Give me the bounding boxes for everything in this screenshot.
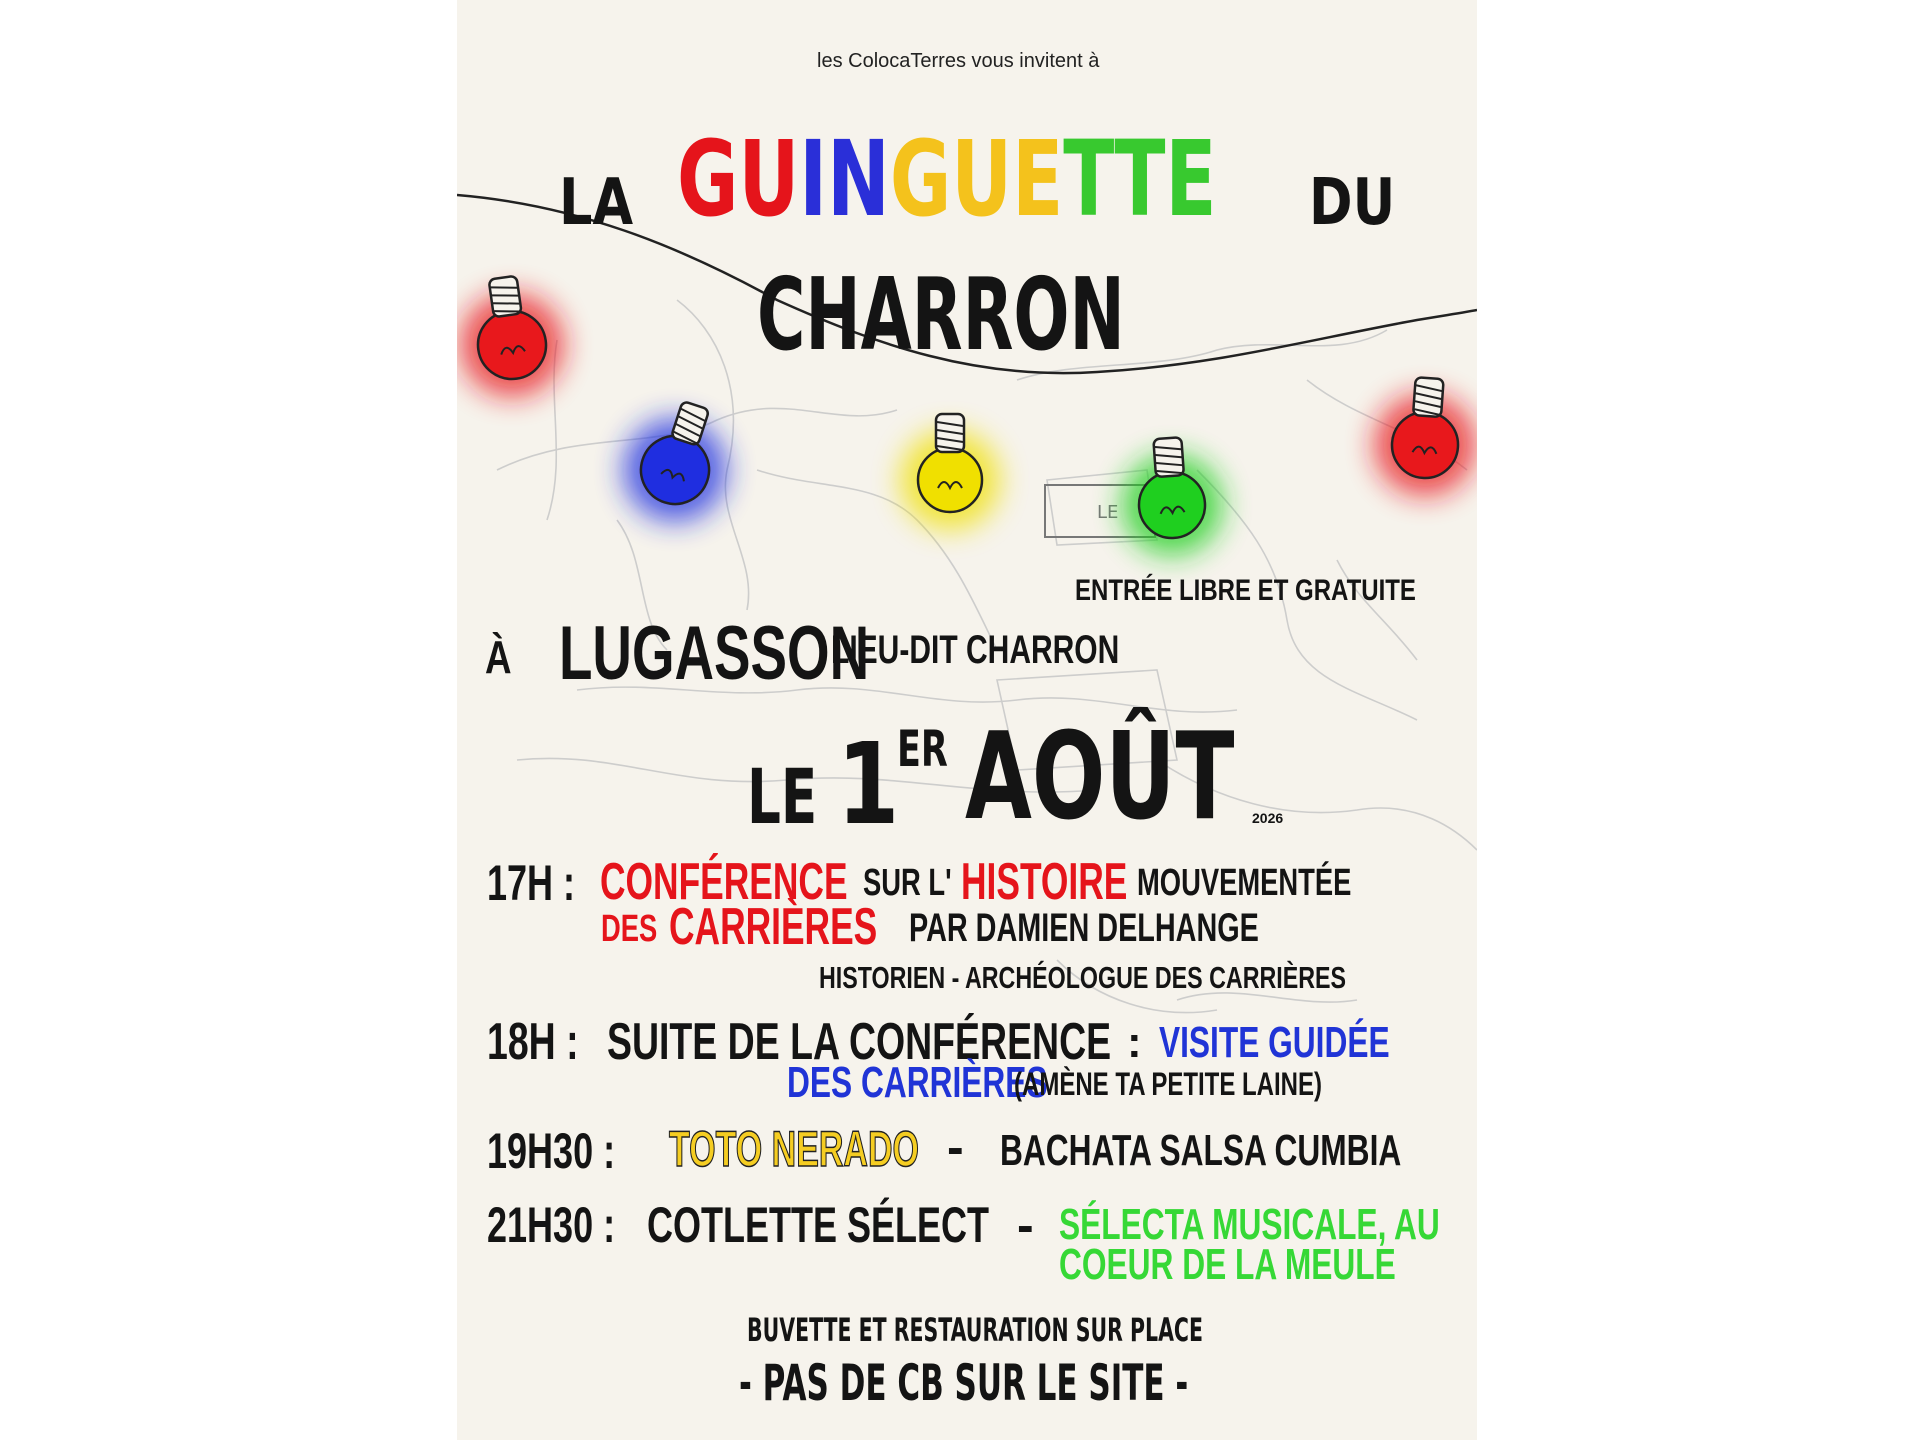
title-charron: CHARRON — [757, 256, 1125, 373]
s2-note: (AMÈNE TA PETITE LAINE) — [1014, 1066, 1322, 1102]
title-letter: U — [951, 118, 1013, 240]
s2-guided-visit: VISITE GUIDÉE — [1159, 1018, 1390, 1067]
s2-text: SUITE DE LA CONFÉRENCE — [607, 1013, 1112, 1071]
title-la: LA — [559, 166, 634, 240]
sign-text: LE — [1097, 502, 1119, 523]
s4-selecta: SÉLECTA MUSICALE, AU — [1059, 1200, 1440, 1249]
date-year: 2026 — [1252, 810, 1284, 826]
title-letter: T — [1063, 118, 1115, 240]
s4-artist: COTLETTE SÉLECT — [647, 1197, 989, 1253]
bulb-green — [1134, 436, 1207, 540]
s2-carrieres: DES CARRIÈRES — [787, 1058, 1048, 1107]
date-sup: ER — [897, 720, 948, 778]
s4-time: 21H30 : — [487, 1197, 616, 1253]
s1-time: 17H : — [487, 855, 576, 911]
s1-histoire: HISTOIRE — [961, 853, 1128, 911]
date-month: AOÛT — [965, 708, 1235, 847]
s1-mouvementee: MOUVEMENTÉE — [1137, 862, 1352, 904]
s1-carrieres: CARRIÈRES — [669, 898, 878, 956]
title-letter: U — [738, 118, 800, 240]
title-letter: G — [677, 118, 739, 240]
title-letter: I — [799, 118, 828, 240]
entry-free-text: ENTRÉE LIBRE ET GRATUITE — [1075, 574, 1416, 607]
title-letter: T — [1114, 118, 1166, 240]
bulb-body — [918, 448, 982, 512]
s2-time: 18H : — [487, 1013, 579, 1071]
title-letter: N — [827, 118, 890, 240]
title-guinguette — [677, 118, 1217, 240]
location-place: LIEU-DIT CHARRON — [831, 628, 1120, 672]
s1-conference: CONFÉRENCE — [600, 853, 848, 911]
bulb-yellow — [918, 414, 982, 512]
location-town: LUGASSON — [559, 611, 870, 696]
invite-text: les ColocaTerres vous invitent à — [817, 50, 1100, 72]
s1-subtitle: HISTORIEN - ARCHÉOLOGUE DES CARRIÈRES — [819, 960, 1347, 995]
title-du: DU — [1309, 166, 1396, 240]
s2-colon: : — [1127, 1018, 1142, 1067]
s1-des: DES — [601, 908, 658, 950]
s3-artist: TOTO NERADO — [669, 1121, 919, 1177]
date-le: LE — [747, 752, 818, 841]
s1-speaker: PAR DAMIEN DELHANGE — [909, 906, 1259, 950]
s1-sur: SUR L' — [863, 862, 952, 904]
footer-no-card: - PAS DE CB SUR LE SITE - — [739, 1354, 1189, 1412]
s4-dash: - — [1017, 1197, 1034, 1253]
footer-buvette: BUVETTE ET RESTAURATION SUR PLACE — [747, 1311, 1203, 1349]
s3-time: 19H30 : — [487, 1123, 616, 1179]
location-a: À — [485, 631, 512, 683]
s3-genre: BACHATA SALSA CUMBIA — [1000, 1126, 1402, 1175]
title-letter: E — [1012, 118, 1064, 240]
s4-meule: COEUR DE LA MEULE — [1059, 1240, 1396, 1289]
bulb-red — [1390, 376, 1463, 480]
date-day: 1 — [837, 720, 900, 850]
title-letter: G — [889, 118, 952, 240]
title-letter: E — [1165, 118, 1217, 240]
s3-dash: - — [947, 1119, 964, 1175]
poster — [457, 0, 1477, 1440]
